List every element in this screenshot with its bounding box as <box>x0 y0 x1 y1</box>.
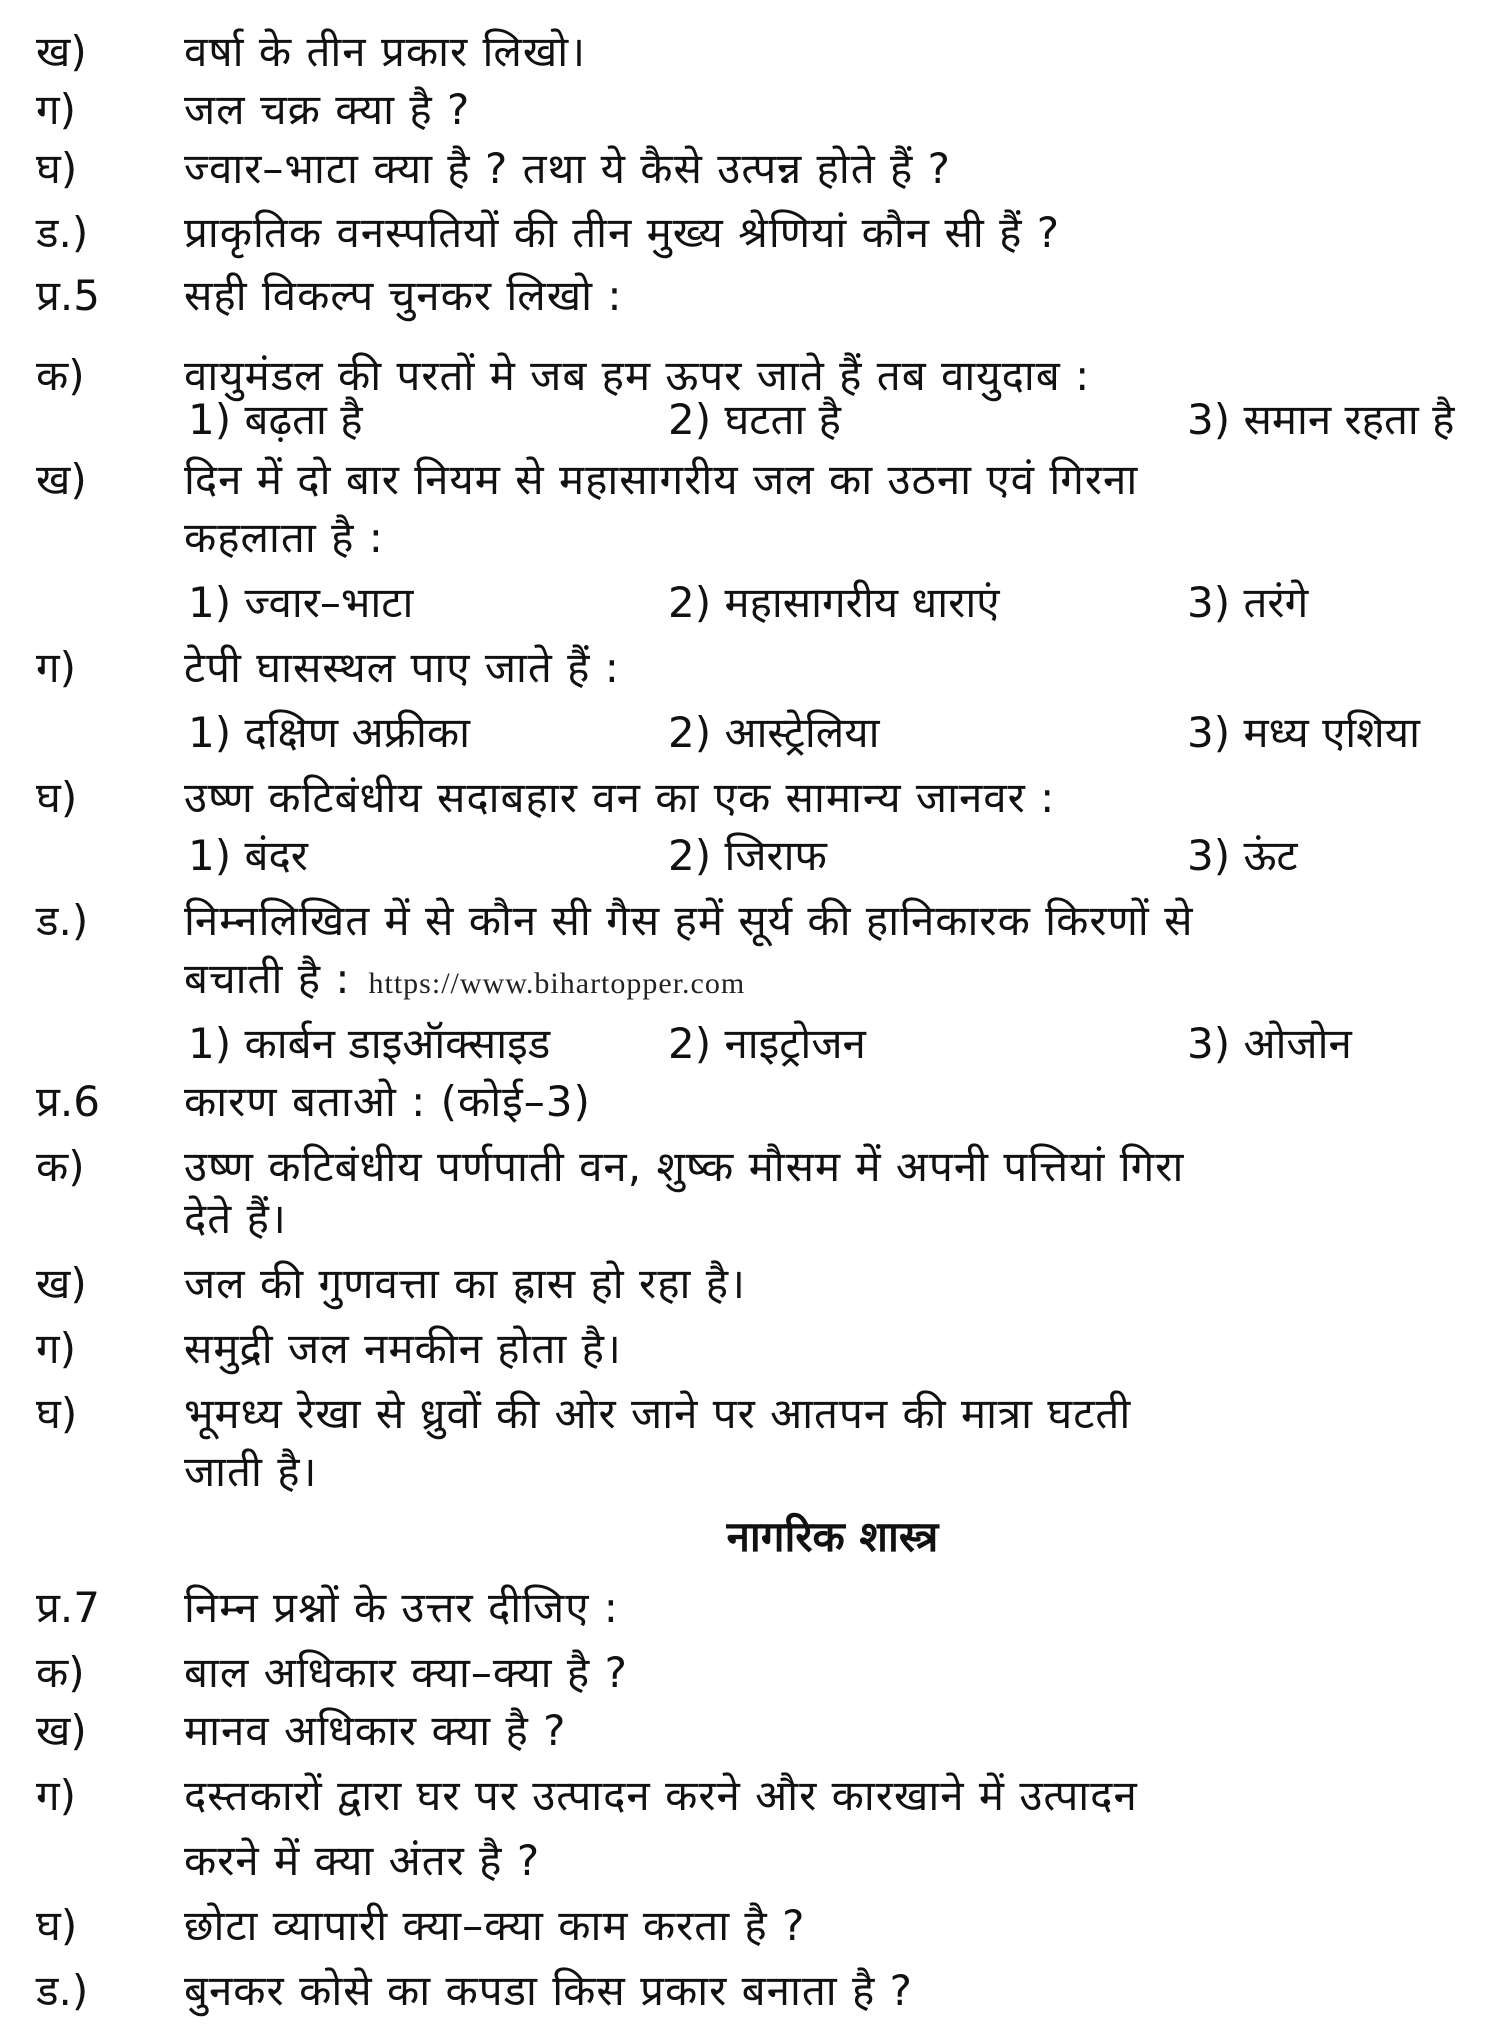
question-text-content: छोटा व्यापारी क्या–क्या काम करता है ? <box>184 1901 806 1950</box>
question-label: ड.) <box>36 1966 89 2015</box>
question-text-content: उष्ण कटिबंधीय पर्णपाती वन, शुष्क मौसम में अपनी पत्तियां गिरा <box>184 1142 1185 1191</box>
answer-option: 2) नाइट्रोजन <box>668 1019 866 1068</box>
question-text <box>184 139 951 199</box>
document-line <box>0 1701 1505 1761</box>
document-line <box>0 1896 1505 1956</box>
question-text-content: दिन में दो बार नियम से महासागरीय जल का उठना एवं गिरना <box>184 455 1139 504</box>
question-text-content: बाल अधिकार क्या–क्या है ? <box>184 1648 628 1697</box>
document-line <box>0 1137 1505 1197</box>
question-label: ग) <box>36 643 77 692</box>
question-label: घ) <box>36 773 78 822</box>
question-text <box>184 1254 746 1314</box>
question-text-content: समुद्री जल नमकीन होता है। <box>184 1324 622 1373</box>
question-label: ख) <box>36 455 87 504</box>
document-line <box>0 390 1505 450</box>
question-text <box>184 1319 622 1379</box>
question-label: घ) <box>36 1901 78 1950</box>
question-text-content: जाती है। <box>184 1447 318 1496</box>
question-label: ग) <box>36 1324 77 1373</box>
watermark-url: https://www.bihartopper.com <box>368 967 746 1000</box>
question-label: ख) <box>36 1259 87 1308</box>
question-label: घ) <box>36 1389 78 1438</box>
question-label: क) <box>36 1648 85 1697</box>
document-line <box>0 1189 1505 1249</box>
document-line <box>0 638 1505 698</box>
question-text-content: निम्न प्रश्नों के उत्तर दीजिए : <box>184 1583 619 1632</box>
question-text <box>184 1766 1138 1826</box>
question-text <box>184 1137 1184 1197</box>
question-text-content: वर्षा के तीन प्रकार लिखो। <box>184 27 587 76</box>
question-text <box>184 1442 317 1502</box>
question-text-content: उष्ण कटिबंधीय सदाबहार वन का एक सामान्य जानवर : <box>184 773 1056 822</box>
question-text-content: दस्तकारों द्वारा घर पर उत्पादन करने और कारखाने में उत्पादन <box>184 1771 1138 1820</box>
question-text-content: कहलाता है : <box>184 513 384 562</box>
answer-option: 1) कार्बन डाइऑक्साइड <box>188 1019 551 1068</box>
answer-option: 3) समान रहता है <box>1187 395 1455 444</box>
document-line <box>0 1254 1505 1314</box>
document-line <box>0 891 1505 951</box>
question-text <box>184 22 586 82</box>
document-line <box>0 1766 1505 1826</box>
document-line <box>0 1014 1505 1074</box>
document-line <box>0 1578 1505 1638</box>
document-line <box>0 450 1505 510</box>
question-text-content: जल की गुणवत्ता का ह्रास हो रहा है। <box>184 1259 746 1308</box>
document-line <box>0 703 1505 763</box>
question-text <box>184 949 745 1014</box>
question-text <box>184 1578 619 1638</box>
question-label: ख) <box>36 1706 87 1755</box>
question-text-content: भूमध्य रेखा से ध्रुवों की ओर जाने पर आतपन की मात्रा घटती <box>184 1389 1132 1438</box>
document-line <box>0 573 1505 633</box>
answer-option: 1) बंदर <box>188 831 308 880</box>
question-text-content: सही विकल्प चुनकर लिखो : <box>184 271 623 320</box>
question-text-content: निम्नलिखित में से कौन सी गैस हमें सूर्य की हानिकारक किरणों से <box>184 896 1194 945</box>
question-text-content: मानव अधिकार क्या है ? <box>184 1706 567 1755</box>
document-line <box>0 1961 1505 2021</box>
question-text-content: जल चक्र क्या है ? <box>184 85 471 134</box>
answer-option: 3) ऊंट <box>1187 831 1298 880</box>
question-text <box>184 1384 1131 1444</box>
answer-option: 3) तरंगे <box>1187 578 1309 627</box>
question-label: प्र.6 <box>36 1077 100 1126</box>
question-text <box>184 1896 805 1956</box>
document-line <box>0 508 1505 568</box>
document-line <box>0 139 1505 199</box>
question-text <box>184 1701 566 1761</box>
answer-option: 3) मध्य एशिया <box>1187 708 1420 757</box>
document-line <box>0 22 1505 82</box>
document-line <box>0 1643 1505 1703</box>
document-line <box>0 826 1505 886</box>
question-label: ग) <box>36 1771 77 1820</box>
question-text <box>184 1189 287 1249</box>
document-line <box>0 1384 1505 1444</box>
document-line <box>0 1831 1505 1891</box>
question-text-content: टेपी घासस्थल पाए जाते हैं : <box>184 643 620 692</box>
question-text <box>184 508 384 568</box>
answer-option: 2) महासागरीय धाराएं <box>668 578 1000 627</box>
question-label: क) <box>36 1142 85 1191</box>
question-text <box>184 1072 591 1132</box>
question-text-content: करने में क्या अंतर है ? <box>184 1836 541 1885</box>
question-text <box>184 1831 540 1891</box>
document-line <box>0 266 1505 326</box>
question-text-content: बचाती है : <box>184 954 351 1003</box>
question-label: क) <box>36 351 85 400</box>
answer-option: 1) ज्वार–भाटा <box>188 578 414 627</box>
question-text <box>184 203 1060 263</box>
question-text <box>184 80 470 140</box>
question-text-content: ज्वार–भाटा क्या है ? तथा ये कैसे उत्पन्न होते हैं ? <box>184 144 951 193</box>
document-line <box>0 768 1505 828</box>
question-label: घ) <box>36 144 78 193</box>
answer-option: 2) आस्ट्रेलिया <box>668 708 880 757</box>
document-line <box>0 949 1505 1009</box>
document-line <box>0 1319 1505 1379</box>
question-text <box>184 891 1194 951</box>
document-line <box>0 80 1505 140</box>
question-text-content: बुनकर कोसे का कपडा किस प्रकार बनाता है ? <box>184 1966 913 2015</box>
section-heading: नागरिक शास्त्र <box>726 1512 939 1561</box>
question-text <box>184 768 1055 828</box>
question-text <box>184 266 623 326</box>
question-text <box>184 638 620 698</box>
answer-option: 1) बढ़ता है <box>188 395 363 444</box>
question-text <box>184 450 1138 510</box>
question-text <box>184 1961 913 2021</box>
document-line <box>0 1507 1505 1567</box>
question-text-content: देते हैं। <box>184 1194 287 1243</box>
question-text-content: कारण बताओ : (कोई–3) <box>184 1077 591 1126</box>
question-label: ड.) <box>36 896 89 945</box>
answer-option: 2) घटता है <box>668 395 841 444</box>
question-label: ग) <box>36 85 77 134</box>
answer-option: 2) जिराफ <box>668 831 827 880</box>
question-label: प्र.7 <box>36 1583 100 1632</box>
answer-option: 3) ओजोन <box>1187 1019 1352 1068</box>
question-text-content: वायुमंडल की परतों मे जब हम ऊपर जाते हैं तब वायुदाब : <box>184 351 1091 400</box>
answer-option: 1) दक्षिण अफ्रीका <box>188 708 470 757</box>
document-line <box>0 203 1505 263</box>
question-label: ख) <box>36 27 87 76</box>
question-label: ड.) <box>36 208 89 257</box>
document-line <box>0 1442 1505 1502</box>
question-text-content: प्राकृतिक वनस्पतियों की तीन मुख्य श्रेणियां कौन सी हैं ? <box>184 208 1061 257</box>
document-line <box>0 1072 1505 1132</box>
question-text <box>184 1643 628 1703</box>
question-label: प्र.5 <box>36 271 100 320</box>
